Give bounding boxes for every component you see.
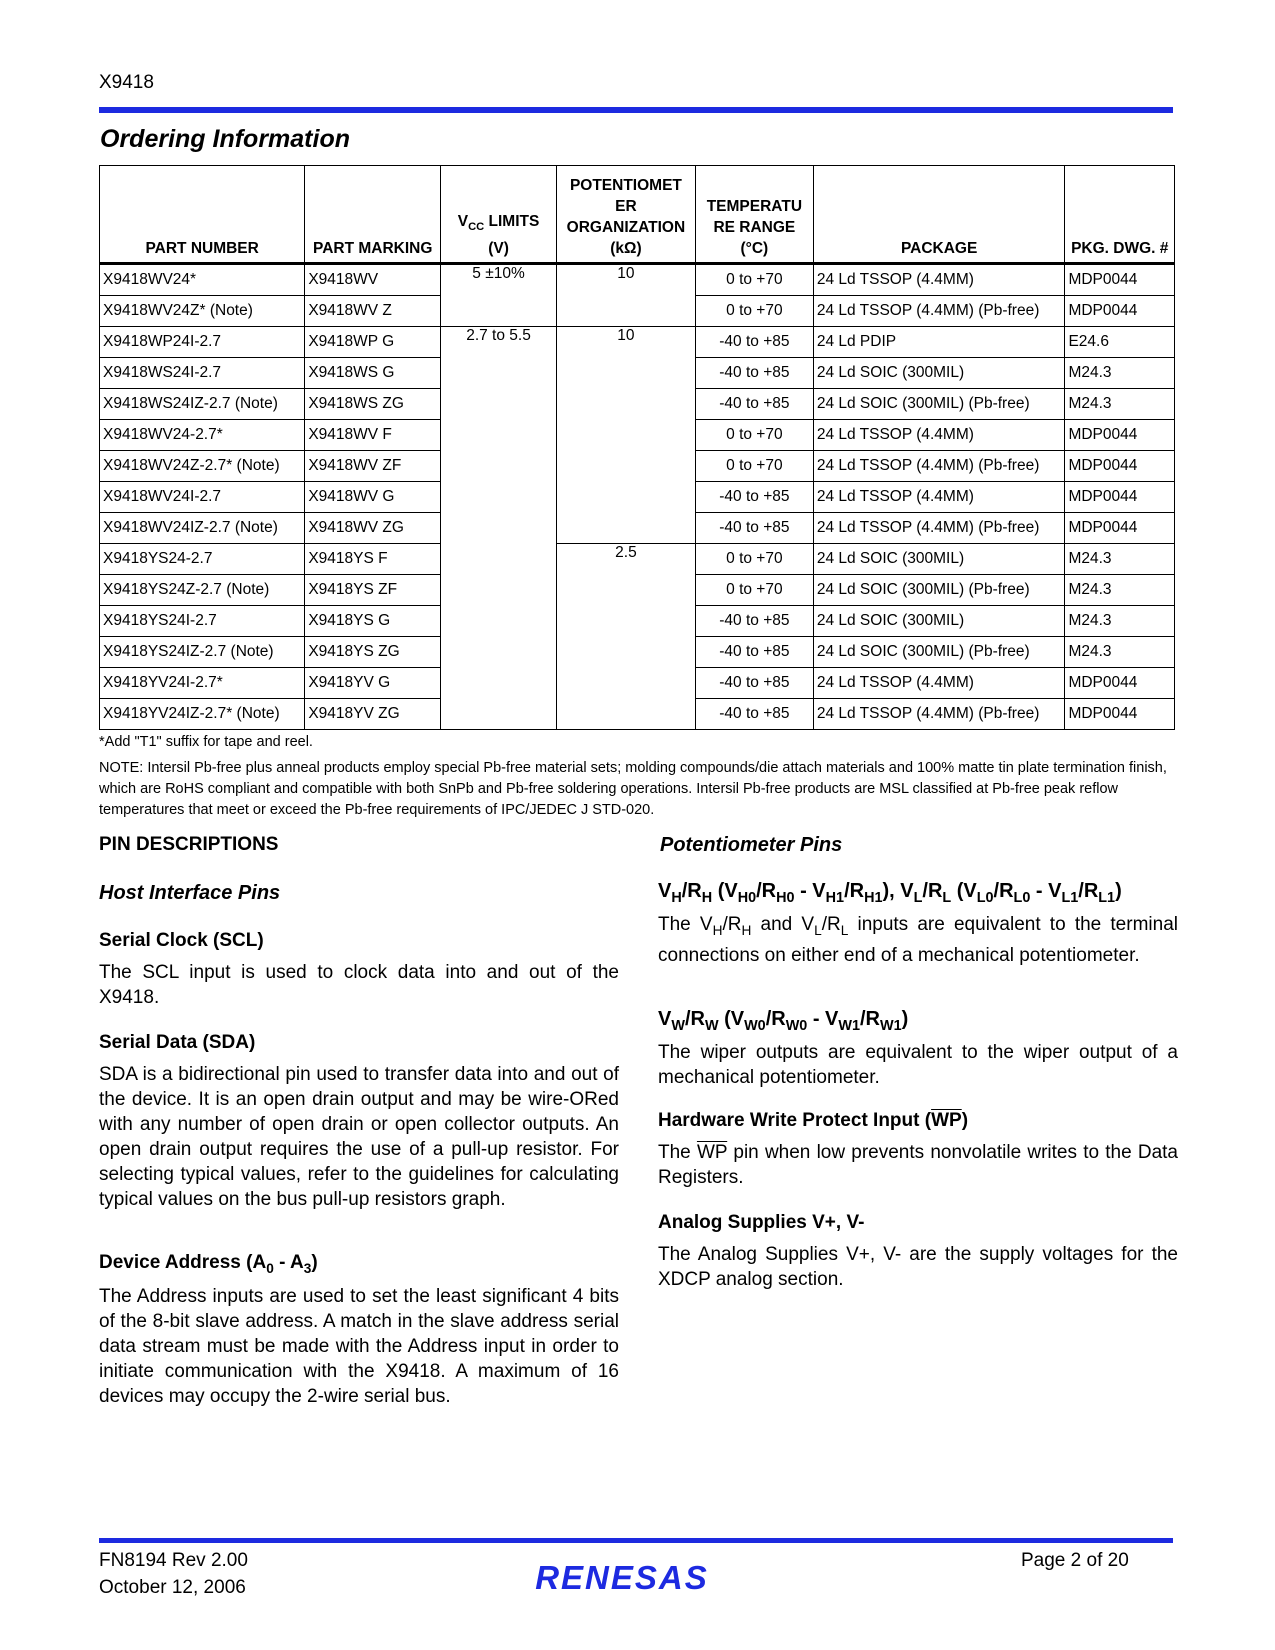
temperature-range-cell: -40 to +85 (695, 637, 813, 668)
part-number-cell: X9418YS24I-2.7 (100, 606, 305, 637)
svg-text:RENESAS: RENESAS (535, 1559, 709, 1596)
part-number-cell: X9418WV24Z-2.7* (Note) (100, 451, 305, 482)
pkg-dwg-cell: MDP0044 (1065, 420, 1175, 451)
section-title: Ordering Information (100, 125, 350, 153)
temperature-range-cell: 0 to +70 (695, 264, 813, 296)
package-cell: 24 Ld TSSOP (4.4MM) (Pb-free) (813, 296, 1065, 327)
part-marking-cell: X9418WS ZG (305, 389, 441, 420)
table-footnote: *Add "T1" suffix for tape and reel. (99, 734, 313, 750)
package-cell: 24 Ld TSSOP (4.4MM) (813, 264, 1065, 296)
pkg-dwg-cell: E24.6 (1065, 327, 1175, 358)
vh-rh-heading: $V_H/R_H$ $(V_{H0}/R_{H0} - V_{H1}/R_{H1})$, $V_L/R_L$ $(V_{L0}/R_{L0} - V_{L1}/R_{L1})$ (658, 880, 1122, 906)
part-marking-cell: X9418WV (305, 264, 441, 296)
potentiometer-pins-heading: Potentiometer Pins (660, 834, 843, 856)
pkg-dwg-cell: MDP0044 (1065, 482, 1175, 513)
part-number-cell: X9418WV24IZ-2.7 (Note) (100, 513, 305, 544)
part-marking-cell: X9418YS F (305, 544, 441, 575)
temperature-range-cell: -40 to +85 (695, 358, 813, 389)
part-number-cell: X9418WS24I-2.7 (100, 358, 305, 389)
temperature-range-cell: 0 to +70 (695, 544, 813, 575)
col-header-part-number: PART NUMBER (100, 166, 305, 264)
part-number-cell: X9418WV24-2.7* (100, 420, 305, 451)
pkg-dwg-cell: M24.3 (1065, 358, 1175, 389)
document-id: X9418 (99, 72, 154, 93)
pkg-dwg-cell: M24.3 (1065, 606, 1175, 637)
device-address-description: The Address inputs are used to set the least significant 4 bits of the 8-bit slave address. A match in the slave address serial data stream must be made with the Address input in order to initiate communication with the X9418. A maximum of 16 devices may occupy the 2-wire serial bus. (99, 1286, 619, 1407)
analog-supplies-description: The Analog Supplies V+, V- are the supply voltages for the XDCP analog section. (658, 1244, 1178, 1290)
package-cell: 24 Ld TSSOP (4.4MM) (813, 482, 1065, 513)
part-marking-cell: X9418WV F (305, 420, 441, 451)
footer-page-number: Page 2 of 20 (1021, 1550, 1129, 1571)
ordering-table (99, 165, 1175, 730)
vcc-limits-cell: 2.7 to 5.5 (441, 327, 557, 730)
part-number-cell: X9418YS24-2.7 (100, 544, 305, 575)
table-row (100, 264, 1175, 296)
part-marking-cell: X9418WV ZF (305, 451, 441, 482)
temperature-range-cell: -40 to +85 (695, 482, 813, 513)
temperature-range-cell: 0 to +70 (695, 575, 813, 606)
package-cell: 24 Ld SOIC (300MIL) (Pb-free) (813, 389, 1065, 420)
package-cell: 24 Ld TSSOP (4.4MM) (Pb-free) (813, 699, 1065, 730)
part-marking-cell: X9418YV G (305, 668, 441, 699)
col-header-vcc-limits: $V_{CC}$ LIMITS (V) (441, 166, 557, 264)
part-number-cell: X9418WV24I-2.7 (100, 482, 305, 513)
part-number-cell: X9418YV24I-2.7* (100, 668, 305, 699)
pkg-dwg-cell: MDP0044 (1065, 699, 1175, 730)
part-number-cell: X9418WV24Z* (Note) (100, 296, 305, 327)
pkg-dwg-cell: MDP0044 (1065, 451, 1175, 482)
pot-organization-cell: 10 (556, 327, 695, 544)
pkg-dwg-cell: M24.3 (1065, 389, 1175, 420)
package-cell: 24 Ld PDIP (813, 327, 1065, 358)
temperature-range-cell: 0 to +70 (695, 451, 813, 482)
footer-rule (99, 1538, 1173, 1543)
part-marking-cell: X9418WV G (305, 482, 441, 513)
col-header-package: PACKAGE (813, 166, 1065, 264)
sda-description: SDA is a bidirectional pin used to transfer data into and out of the device. It is an open drain output and may be wire-ORed with any number of open drain or open collector outputs. An open drain output requires the use of a pull-up resistor. For selecting typical values, refer to the guidelines for calculating typical values on the bus pull-up resistors graph. (99, 1064, 619, 1210)
pot-organization-cell: 10 (556, 264, 695, 327)
pin-descriptions-heading: PIN DESCRIPTIONS (99, 834, 279, 855)
pkg-dwg-cell: MDP0044 (1065, 513, 1175, 544)
device-address-heading: Device Address $(A_0 - A_3)$ (99, 1252, 318, 1276)
pkg-dwg-cell: MDP0044 (1065, 264, 1175, 296)
package-cell: 24 Ld SOIC (300MIL) (Pb-free) (813, 637, 1065, 668)
pkg-dwg-cell: MDP0044 (1065, 668, 1175, 699)
vw-rw-description: The wiper outputs are equivalent to the wiper output of a mechanical potentiometer. (658, 1042, 1178, 1088)
write-protect-description: The $\overline{WP}$ pin when low prevents nonvolatile writes to the Data Registers. (658, 1142, 1178, 1188)
part-number-cell: X9418YS24IZ-2.7 (Note) (100, 637, 305, 668)
part-marking-cell: X9418WV ZG (305, 513, 441, 544)
part-number-cell: X9418YV24IZ-2.7* (Note) (100, 699, 305, 730)
table-row (100, 327, 1175, 358)
pkg-dwg-cell: MDP0044 (1065, 296, 1175, 327)
write-protect-heading: Hardware Write Protect Input $(\overline{WP})$ (658, 1110, 969, 1131)
part-marking-cell: X9418YS ZF (305, 575, 441, 606)
package-cell: 24 Ld TSSOP (4.4MM) (813, 420, 1065, 451)
table-header-row (100, 166, 1175, 264)
temperature-range-cell: -40 to +85 (695, 327, 813, 358)
temperature-range-cell: -40 to +85 (695, 699, 813, 730)
part-number-cell: X9418WV24* (100, 264, 305, 296)
pkg-dwg-cell: M24.3 (1065, 544, 1175, 575)
vcc-limits-cell: 5 ±10% (441, 264, 557, 327)
temperature-range-cell: -40 to +85 (695, 668, 813, 699)
vw-rw-heading: $V_W/R_W$ $(V_{W0}/R_{W0} - V_{W1}/R_{W1})$ (658, 1008, 909, 1034)
temperature-range-cell: 0 to +70 (695, 296, 813, 327)
part-number-cell: X9418YS24Z-2.7 (Note) (100, 575, 305, 606)
col-header-temperature-range: TEMPERATU RE RANGE (°C) (695, 166, 813, 264)
part-marking-cell: X9418YS G (305, 606, 441, 637)
package-cell: 24 Ld SOIC (300MIL) (813, 606, 1065, 637)
table-row (100, 544, 1175, 575)
part-number-cell: X9418WP24I-2.7 (100, 327, 305, 358)
part-marking-cell: X9418WV Z (305, 296, 441, 327)
analog-supplies-heading: Analog Supplies V+, V- (658, 1212, 865, 1233)
vh-rh-description: The $V_H/R_H$ and $V_L/R_L$ inputs are equivalent to the terminal connections on either end of a mechanical potentiometer. (658, 914, 1178, 966)
pkg-dwg-cell: M24.3 (1065, 637, 1175, 668)
package-cell: 24 Ld SOIC (300MIL) (813, 358, 1065, 389)
temperature-range-cell: -40 to +85 (695, 606, 813, 637)
col-header-part-marking: PART MARKING (305, 166, 441, 264)
temperature-range-cell: -40 to +85 (695, 513, 813, 544)
col-header-pkg-dwg: PKG. DWG. # (1065, 166, 1175, 264)
part-marking-cell: X9418YV ZG (305, 699, 441, 730)
pb-free-note: NOTE: Intersil Pb-free plus anneal products employ special Pb-free material sets; molding compounds/die attach materials and 100% matte tin plate termination finish, which are RoHS compliant and compatible with both SnPb and Pb-free soldering operations. Intersil Pb-free products are MSL classified at Pb-free peak reflow temperatures that meet or exceed the Pb-free requirements of IPC/JEDEC J STD-020. (99, 760, 1167, 818)
col-header-pot-organization: POTENTIOMET ER ORGANIZATION (kΩ) (556, 166, 695, 264)
pot-organization-cell: 2.5 (556, 544, 695, 730)
package-cell: 24 Ld TSSOP (4.4MM) (Pb-free) (813, 451, 1065, 482)
host-interface-pins-heading: Host Interface Pins (99, 882, 281, 904)
sda-heading: Serial Data (SDA) (99, 1032, 256, 1053)
scl-description: The SCL input is used to clock data into and out of the X9418. (99, 962, 619, 1008)
package-cell: 24 Ld TSSOP (4.4MM) (Pb-free) (813, 513, 1065, 544)
part-marking-cell: X9418WS G (305, 358, 441, 389)
pkg-dwg-cell: M24.3 (1065, 575, 1175, 606)
header-rule (99, 107, 1173, 113)
footer-revision: FN8194 Rev 2.00 (99, 1550, 248, 1571)
part-marking-cell: X9418WP G (305, 327, 441, 358)
footer-date: October 12, 2006 (99, 1577, 246, 1598)
temperature-range-cell: 0 to +70 (695, 420, 813, 451)
package-cell: 24 Ld SOIC (300MIL) (Pb-free) (813, 575, 1065, 606)
part-marking-cell: X9418YS ZG (305, 637, 441, 668)
scl-heading: Serial Clock (SCL) (99, 930, 264, 951)
temperature-range-cell: -40 to +85 (695, 389, 813, 420)
package-cell: 24 Ld SOIC (300MIL) (813, 544, 1065, 575)
part-number-cell: X9418WS24IZ-2.7 (Note) (100, 389, 305, 420)
renesas-logo (516, 1555, 728, 1601)
package-cell: 24 Ld TSSOP (4.4MM) (813, 668, 1065, 699)
